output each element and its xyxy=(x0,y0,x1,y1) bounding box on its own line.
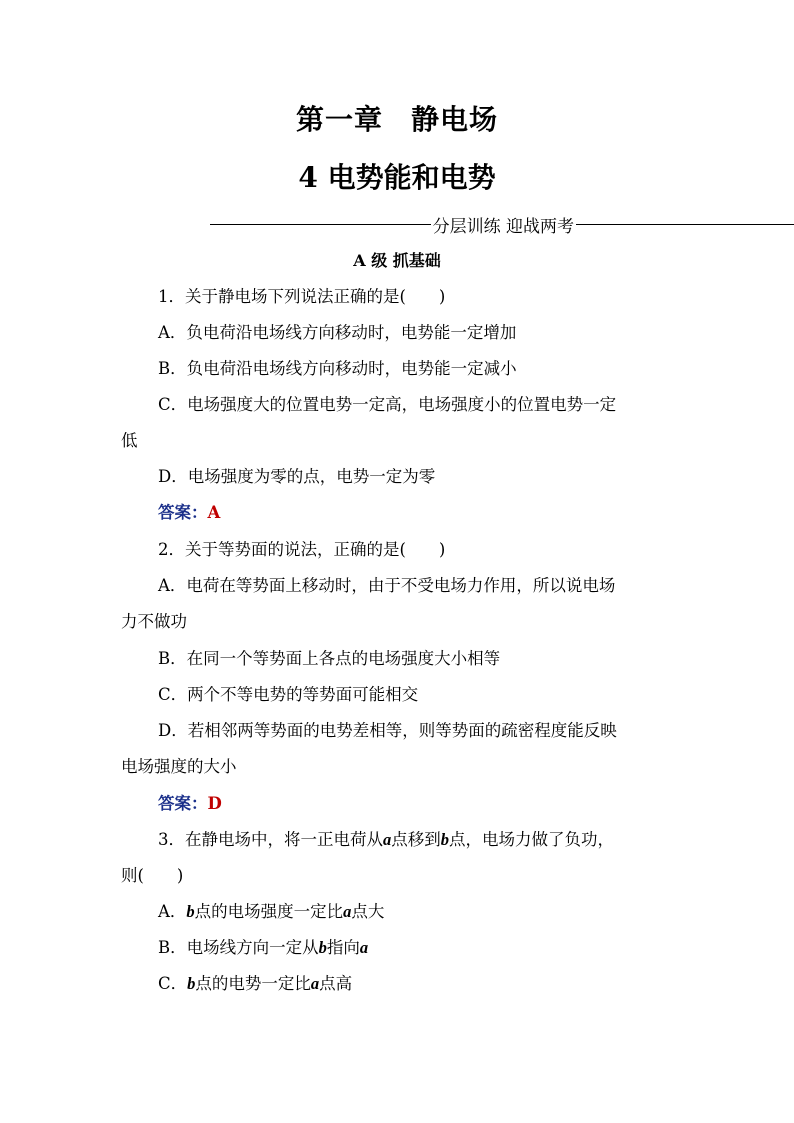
var-a: a xyxy=(383,830,392,849)
q1-option-d: D．电场强度为零的点，电势一定为零 xyxy=(158,467,436,486)
chapter-title xyxy=(0,98,794,138)
q2-option-d-cont: 电场强度的大小 xyxy=(121,757,237,776)
q2-option-a: A．电荷在等势面上移动时，由于不受电场力作用，所以说电场 xyxy=(158,576,616,595)
q2-stem: 2．关于等势面的说法，正确的是( ) xyxy=(158,540,446,559)
q1-option-c-cont: 低 xyxy=(121,431,138,450)
var-a: a xyxy=(359,938,369,957)
q2-option-a-cont: 力不做功 xyxy=(121,612,187,631)
q1-option-a: A．负电荷沿电场线方向移动时，电势能一定增加 xyxy=(158,323,517,342)
chapter-number: 第一章 xyxy=(295,103,383,136)
answer-label: 答案： xyxy=(158,503,208,522)
var-a: a xyxy=(310,974,320,993)
var-b: b xyxy=(187,974,196,993)
q2-answer xyxy=(158,794,222,814)
var-b: b xyxy=(186,902,195,921)
q3-option-c xyxy=(158,974,352,994)
answer-value: D xyxy=(207,794,222,813)
q1-option-b: B．负电荷沿电场线方向移动时，电势能一定减小 xyxy=(158,359,517,378)
var-b: b xyxy=(318,938,327,957)
banner-rule-left xyxy=(210,224,431,225)
var-a: a xyxy=(343,902,352,921)
q3-stem-text: 点，电场力做了负功， xyxy=(449,830,614,849)
answer-label: 答案： xyxy=(158,794,208,813)
q2-option-b: B．在同一个等势面上各点的电场强度大小相等 xyxy=(158,649,501,668)
var-b: b xyxy=(440,830,449,849)
answer-value: A xyxy=(207,503,221,522)
q2-option-d: D．若相邻两等势面的电势差相等，则等势面的疏密程度能反映 xyxy=(158,721,617,740)
q3-stem-text: 3．在静电场中，将一正电荷从 xyxy=(158,830,383,849)
q1-option-c: C．电场强度大的位置电势一定高，电场强度小的位置电势一定 xyxy=(158,395,617,414)
q1-answer xyxy=(158,503,220,523)
option-text: 点的电势一定比 xyxy=(195,974,311,993)
banner-text: 分层训练 迎战两考 xyxy=(432,216,574,237)
section-banner xyxy=(210,212,794,236)
option-text: 点的电场强度一定比 xyxy=(194,902,344,921)
q2-option-c: C．两个不等电势的等势面可能相交 xyxy=(158,685,419,704)
banner-rule-right xyxy=(576,224,794,225)
q1-stem: 1．关于静电场下列说法正确的是( ) xyxy=(158,287,446,306)
q3-stem-text: 点移到 xyxy=(391,830,441,849)
option-text: B．电场线方向一定从 xyxy=(158,938,319,957)
q3-stem xyxy=(158,830,614,850)
lesson-title: 4 电势能和电势 xyxy=(298,161,496,194)
option-text: A． xyxy=(158,902,187,921)
option-text: 点大 xyxy=(351,902,385,921)
chapter-name: 静电场 xyxy=(411,103,499,136)
q3-option-b xyxy=(158,938,368,958)
option-text: 点高 xyxy=(319,974,353,993)
q3-stem-cont: 则( ) xyxy=(121,866,184,885)
option-text: C． xyxy=(158,974,188,993)
option-text: 指向 xyxy=(326,938,360,957)
level-heading: A 级 抓基础 xyxy=(353,251,441,270)
q3-option-a xyxy=(158,902,384,922)
